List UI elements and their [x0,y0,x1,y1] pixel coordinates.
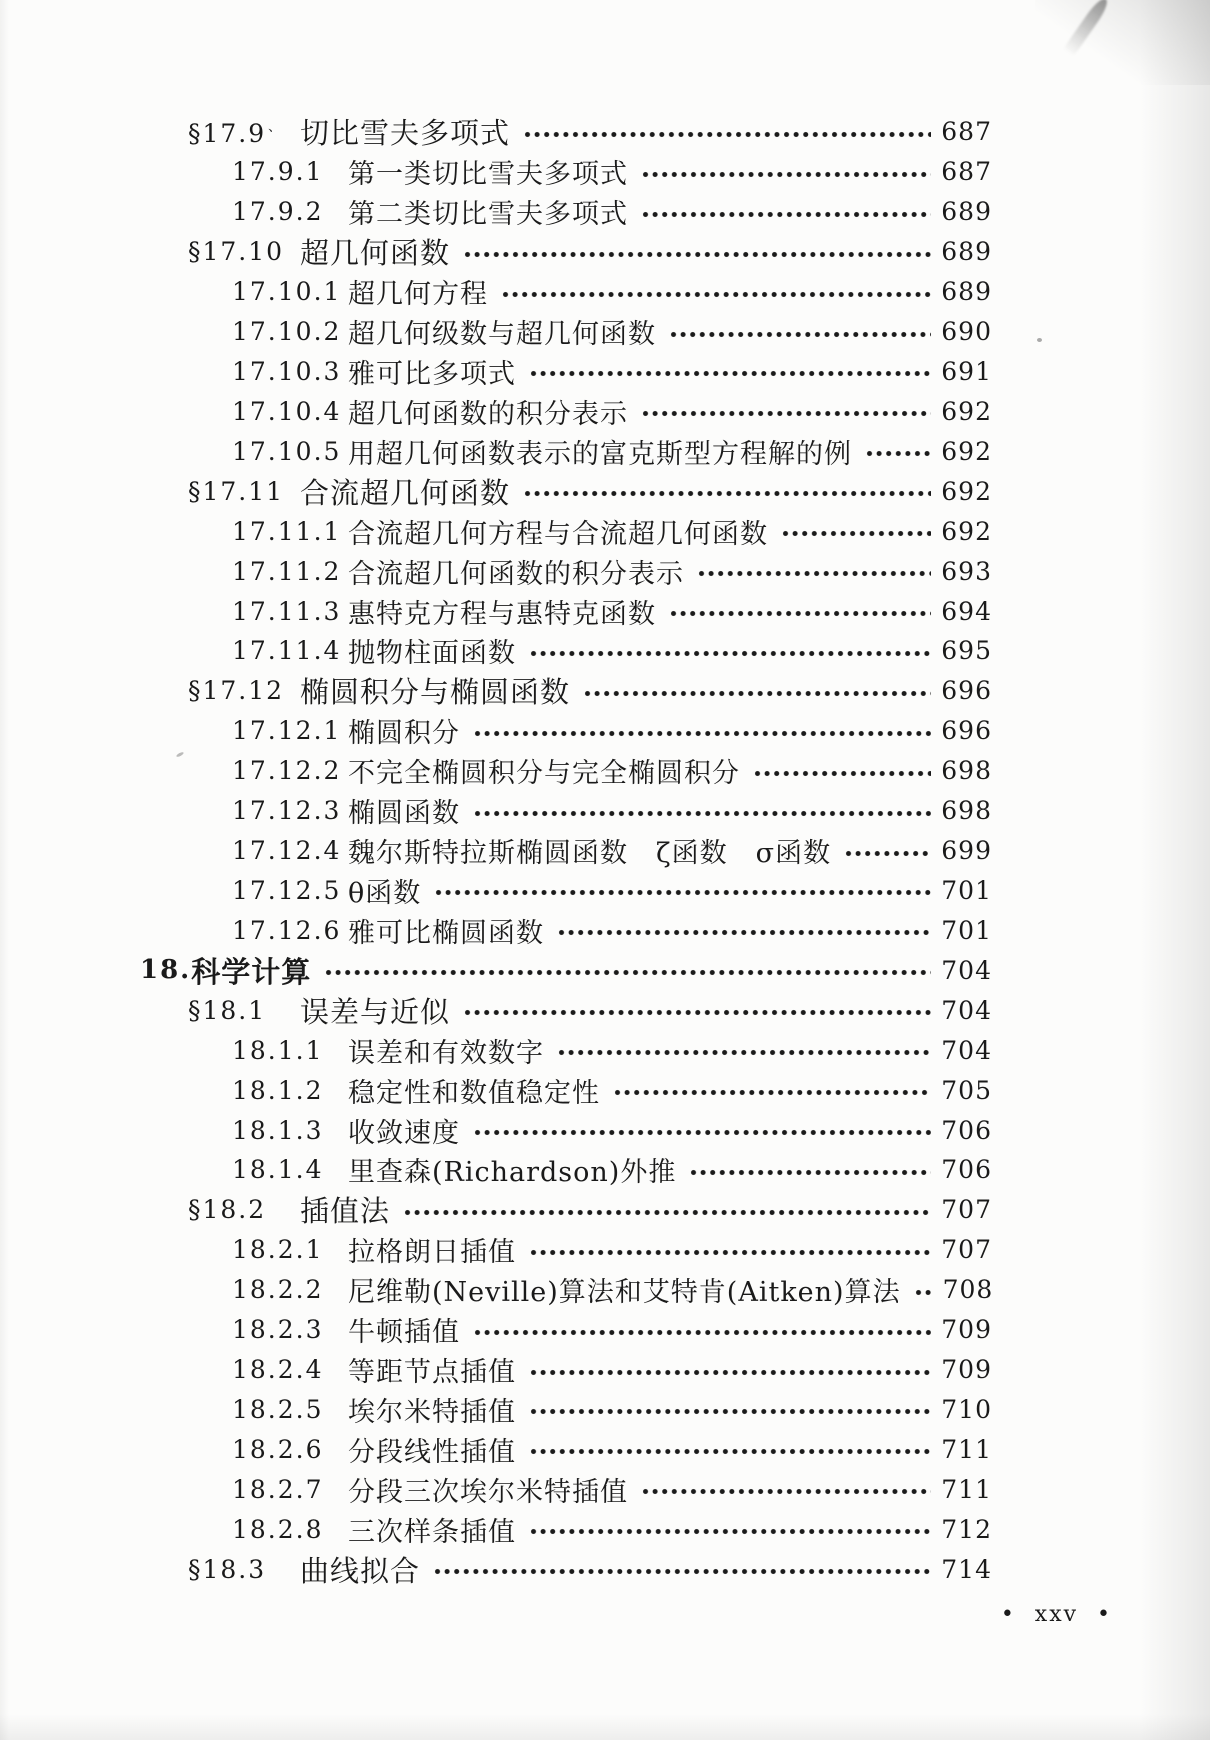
entry-title: 误差和有效数字 [348,1037,544,1069]
entry-number: 18.1.3 [232,1115,324,1145]
entry-page-number: 714 [941,1554,992,1584]
entry-page-number: 709 [941,1355,992,1385]
entry-number: 17.9.1 [232,157,324,187]
dot-leader [642,171,931,178]
dot-leader [404,1209,931,1216]
toc-entry [140,352,992,392]
entry-page-number: 708 [942,1275,994,1305]
toc-entry [140,711,992,751]
entry-number: 18.2.1 [232,1235,324,1265]
entry-page-number: 711 [941,1474,992,1504]
entry-page-number: 694 [941,596,992,626]
toc-entry [140,471,992,511]
entry-number: 17.12.2 [232,756,342,786]
entry-number: 18.2.4 [232,1355,324,1385]
toc-entry [140,950,992,990]
entry-page-number: 696 [941,716,992,746]
entry-page-number: 704 [941,1035,992,1065]
entry-title: 合流超几何方程与合流超几何函数 [348,518,768,550]
dot-leader [642,211,931,218]
entry-title: 稳定性和数值稳定性 [348,1077,600,1109]
scan-speck [1037,338,1042,342]
toc-list [140,112,992,1589]
toc-entry [140,591,992,631]
toc-entry [140,232,992,272]
entry-number: 18.1.1 [232,1035,324,1065]
entry-page-number: 699 [941,836,992,866]
toc-entry [140,671,992,711]
toc-entry [140,1350,992,1390]
dot-leader [524,131,931,138]
dot-leader [698,570,931,577]
entry-number: §18.3 [188,1554,267,1584]
entry-title: 切比雪夫多项式 [300,116,511,151]
entry-page-number: 695 [941,636,992,666]
dot-leader [915,1289,933,1296]
toc-entry [140,990,992,1030]
entry-page-number: 705 [941,1075,992,1105]
scan-edge-shadow-bottom [0,1714,1210,1740]
dot-leader [325,969,931,976]
entry-page-number: 696 [941,676,992,706]
entry-title: 魏尔斯特拉斯椭圆函数 ζ函数 σ函数 [348,838,832,870]
dot-leader [530,650,931,657]
dot-leader [530,370,931,377]
toc-entry [140,751,992,791]
entry-number: 18.2.3 [232,1315,324,1345]
entry-number: 18.2.6 [232,1434,324,1464]
entry-title: 椭圆积分与椭圆函数 [300,675,571,710]
dot-leader [502,291,931,298]
entry-title: 误差与近似 [300,994,451,1029]
dot-leader [558,929,931,936]
toc-entry [140,192,992,232]
toc-entry [140,1549,992,1589]
entry-number: 18. [140,955,192,986]
entry-page-number: 704 [941,955,992,985]
entry-title: 不完全椭圆积分与完全椭圆积分 [348,758,740,790]
toc-entry [140,391,992,431]
toc-entry [140,791,992,831]
entry-title: 超几何函数的积分表示 [348,398,628,430]
toc-entry [140,910,992,950]
stray-mark: 、 [268,119,282,135]
dot-leader [435,889,931,896]
toc-entry [140,1429,992,1469]
entry-number: 17.10.2 [232,317,342,347]
entry-number: §18.1 [188,995,267,1025]
entry-number: 17.12.6 [232,915,342,945]
entry-number: 17.11.4 [232,636,342,666]
dot-leader [670,331,931,338]
scan-edge-shadow-right [1140,0,1210,1740]
entry-number: 18.2.2 [232,1275,324,1305]
entry-title: 第一类切比雪夫多项式 [348,159,628,191]
entry-number: 17.12.4 [232,836,342,866]
toc-entry [140,152,992,192]
dot-leader [474,1129,931,1136]
dot-leader [474,730,931,737]
toc-entry [140,1390,992,1430]
entry-number: 17.12.3 [232,796,342,826]
entry-page-number: 712 [941,1514,992,1544]
entry-page-number: 698 [941,756,992,786]
dot-leader [558,1049,931,1056]
entry-title: 等距节点插值 [348,1357,516,1389]
entry-number: §18.2 [188,1195,267,1225]
entry-number: §17.12 [188,676,285,706]
entry-page-number: 704 [941,995,992,1025]
entry-title: 超几何方程 [348,279,488,311]
entry-title: 椭圆函数 [348,798,460,830]
dot-leader [690,1169,931,1176]
dot-leader [434,1568,931,1575]
entry-page-number: 701 [941,875,992,905]
dot-leader [670,610,931,617]
dot-leader [474,1329,931,1336]
dot-leader [642,1488,931,1495]
entry-title: 椭圆积分 [348,718,460,750]
entry-page-number: 707 [941,1195,992,1225]
entry-title: 雅可比多项式 [348,358,516,390]
entry-page-number: 706 [941,1115,992,1145]
entry-title: 惠特克方程与惠特克函数 [348,598,656,630]
entry-page-number: 711 [941,1434,992,1464]
entry-title: 插值法 [300,1194,391,1229]
entry-title: 牛顿插值 [348,1317,460,1349]
toc-entry [140,831,992,871]
entry-title: 科学计算 [191,954,312,989]
entry-title: 拉格朗日插值 [348,1237,516,1269]
entry-title: θ函数 [348,877,422,909]
entry-page-number: 691 [941,356,992,386]
dot-leader [614,1089,931,1096]
entry-page-number: 687 [941,117,992,147]
entry-number: 17.10.4 [232,396,342,426]
entry-title: 抛物柱面函数 [348,638,516,670]
entry-title: 第二类切比雪夫多项式 [348,199,628,231]
entry-number: 17.10.5 [232,436,342,466]
entry-number: §17.9 、 [188,118,282,148]
entry-number: 18.2.5 [232,1394,324,1424]
entry-page-number: 709 [941,1315,992,1345]
entry-title: 三次样条插值 [348,1516,516,1548]
toc-entry [140,1270,992,1310]
entry-page-number: 689 [941,277,992,307]
toc-entry [140,1070,992,1110]
entry-page-number: 701 [941,915,992,945]
toc-entry [140,871,992,911]
entry-page-number: 692 [941,516,992,546]
entry-title: 超几何函数 [300,236,451,271]
entry-title: 收敛速度 [348,1117,460,1149]
dot-leader [866,450,931,457]
toc-entry [140,1190,992,1230]
footer-page-label: • xxv • [1000,1602,1112,1627]
entry-title: 超几何级数与超几何函数 [348,319,656,351]
entry-page-number: 707 [941,1235,992,1265]
entry-title: 合流超几何函数的积分表示 [348,558,684,590]
entry-number: 18.2.7 [232,1474,324,1504]
toc-entry [140,1310,992,1350]
entry-number: 18.2.8 [232,1514,324,1544]
dot-leader [530,1408,931,1415]
entry-number: 18.1.4 [232,1155,324,1185]
entry-page-number: 689 [941,197,992,227]
entry-page-number: 698 [941,796,992,826]
toc-entry [140,272,992,312]
entry-number: 17.11.1 [232,516,342,546]
entry-page-number: 689 [941,237,992,267]
entry-page-number: 690 [941,317,992,347]
dot-leader [530,1249,931,1256]
dot-leader [530,1448,931,1455]
entry-number: 18.1.2 [232,1075,324,1105]
dot-leader [464,1009,931,1016]
entry-number: 17.11.2 [232,556,342,586]
entry-number: 17.10.3 [232,356,342,386]
dot-leader [530,1369,931,1376]
toc-entry [140,511,992,551]
toc-entry [140,1230,992,1270]
entry-page-number: 706 [941,1155,992,1185]
entry-title: 用超几何函数表示的富克斯型方程解的例 [348,438,852,470]
toc-entry [140,1509,992,1549]
dot-leader [464,251,931,258]
dot-leader [584,690,931,697]
entry-page-number: 693 [941,556,992,586]
scan-corner-shade [1035,0,1210,85]
toc-entry [140,1030,992,1070]
entry-page-number: 710 [941,1394,992,1424]
dot-leader [782,530,931,537]
toc-entry [140,551,992,591]
entry-title: 埃尔米特插值 [348,1396,516,1428]
entry-page-number: 692 [941,396,992,426]
dot-leader [524,490,931,497]
entry-title: 分段线性插值 [348,1436,516,1468]
entry-title: 雅可比椭圆函数 [348,917,544,949]
entry-page-number: 692 [941,436,992,466]
entry-number: §17.10 [188,237,285,267]
entry-number: 17.9.2 [232,197,324,227]
entry-title: 分段三次埃尔米特插值 [348,1476,628,1508]
page-number-footer [1001,1602,1112,1627]
scan-edge-shadow-left [0,0,9,1740]
toc-entry [140,1110,992,1150]
entry-number: 17.11.3 [232,596,342,626]
toc-entry [140,1150,992,1190]
entry-title: 曲线拟合 [300,1553,421,1588]
entry-page-number: 687 [941,157,992,187]
dot-leader [754,770,931,777]
toc-entry [140,312,992,352]
entry-number: 17.12.1 [232,716,342,746]
dot-leader [530,1528,931,1535]
entry-number: 17.10.1 [232,277,342,307]
toc-entry [140,1469,992,1509]
dot-leader [845,850,931,857]
entry-title: 尼维勒(Neville)算法和艾特肯(Aitken)算法 [348,1277,901,1309]
entry-number: §17.11 [188,476,285,506]
entry-page-number: 692 [941,476,992,506]
entry-title: 合流超几何函数 [300,475,511,510]
entry-number: 17.12.5 [232,875,342,905]
toc-entry [140,112,992,152]
toc-entry [140,631,992,671]
toc-entry [140,431,992,471]
dot-leader [474,810,931,817]
dot-leader [642,410,931,417]
entry-title: 里查森(Richardson)外推 [348,1157,677,1189]
